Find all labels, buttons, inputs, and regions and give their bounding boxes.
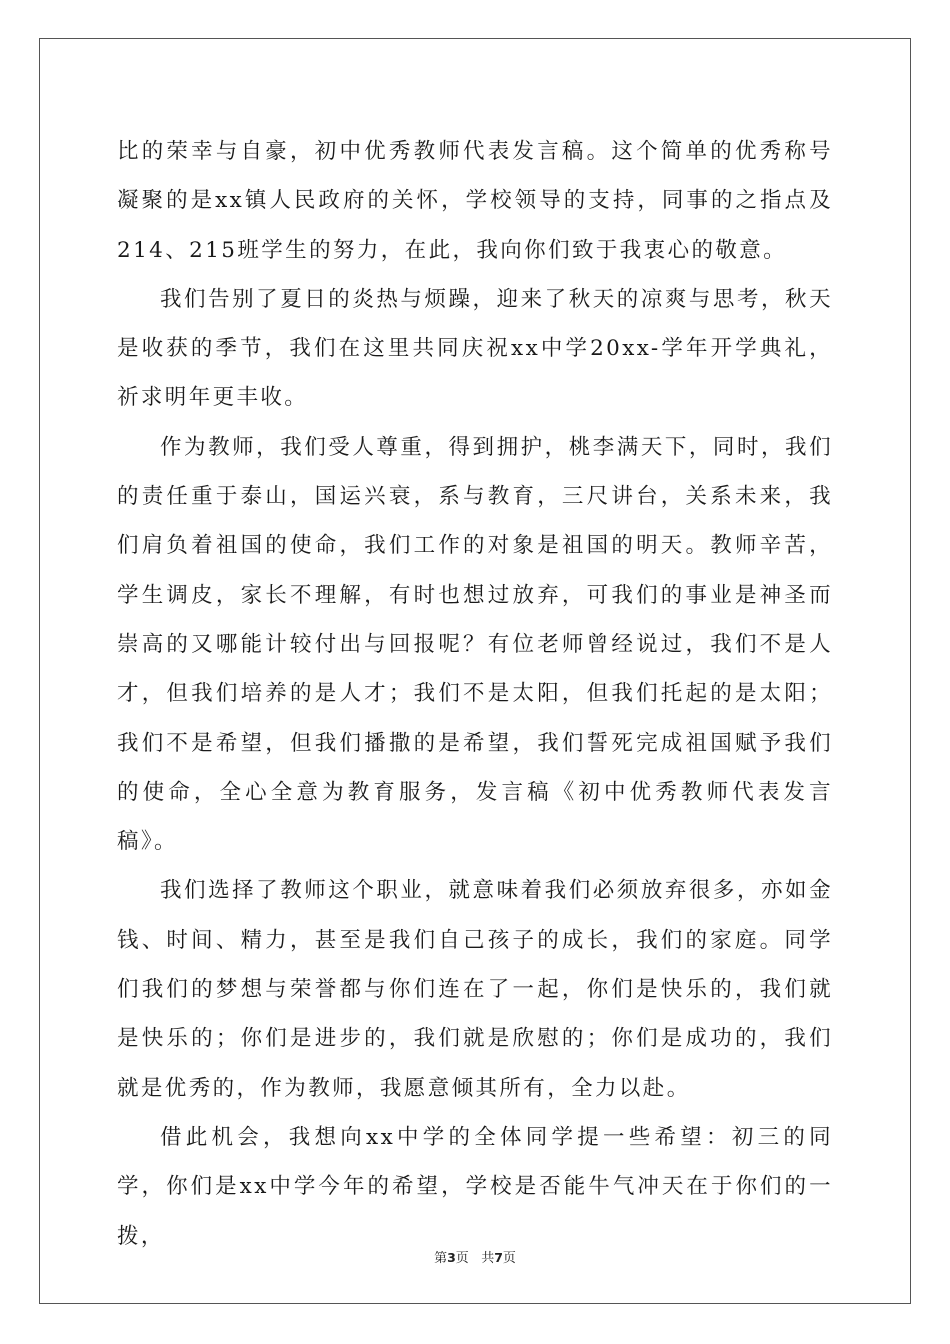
paragraph-4: 我们选择了教师这个职业，就意味着我们必须放弃很多，亦如金钱、时间、精力，甚至是我们自己孩子的成长，我们的家庭。同学们我们的梦想与荣誉都与你们连在了一起，你们是快乐的，我们就是快乐的；你们是进步的，我们就是欣慰的；你们是成功的，我们就是优秀的，作为教师，我愿意倾其所有，全力以赴。 xyxy=(117,878,833,1101)
paragraph-5: 借此机会，我想向xx中学的全体同学提一些希望：初三的同学，你们是xx中学今年的希望，学校是否能牛气冲天在于你们的一拨， xyxy=(117,1124,833,1249)
footer-middle: 页 共 xyxy=(455,1251,495,1266)
footer-suffix: 页 xyxy=(502,1251,516,1266)
page-footer xyxy=(0,1247,950,1266)
document-body xyxy=(117,127,833,1261)
paragraph-2: 我们告别了夏日的炎热与烦躁，迎来了秋天的凉爽与思考，秋天是收获的季节，我们在这里共同庆祝xx中学20xx-学年开学典礼，祈求明年更丰收。 xyxy=(117,286,833,411)
paragraph-1: 比的荣幸与自豪，初中优秀教师代表发言稿。这个简单的优秀称号凝聚的是xx镇人民政府的关怀，学校领导的支持，同事的之指点及214、215班学生的努力，在此，我向你们致于我衷心的敬意。 xyxy=(117,139,833,263)
paragraph-3: 作为教师，我们受人尊重，得到拥护，桃李满天下，同时，我们的责任重于泰山，国运兴衰，系与教育，三尺讲台，关系未来，我们肩负着祖国的使命，我们工作的对象是祖国的明天。教师辛苦，学生调皮，家长不理解，有时也想过放弃，可我们的事业是神圣而崇高的又哪能计较付出与回报呢？有位老师曾经说过，我们不是人才，但我们培养的是人才；我们不是太阳，但我们托起的是太阳；我们不是希望，但我们播撒的是希望，我们誓死完成祖国赋予我们的使命，全心全意为教育服务，发言稿《初中优秀教师代表发言稿》。 xyxy=(117,434,833,855)
footer-prefix: 第 xyxy=(434,1251,448,1266)
current-page-number: 3 xyxy=(447,1250,456,1265)
total-page-number: 7 xyxy=(494,1250,503,1265)
